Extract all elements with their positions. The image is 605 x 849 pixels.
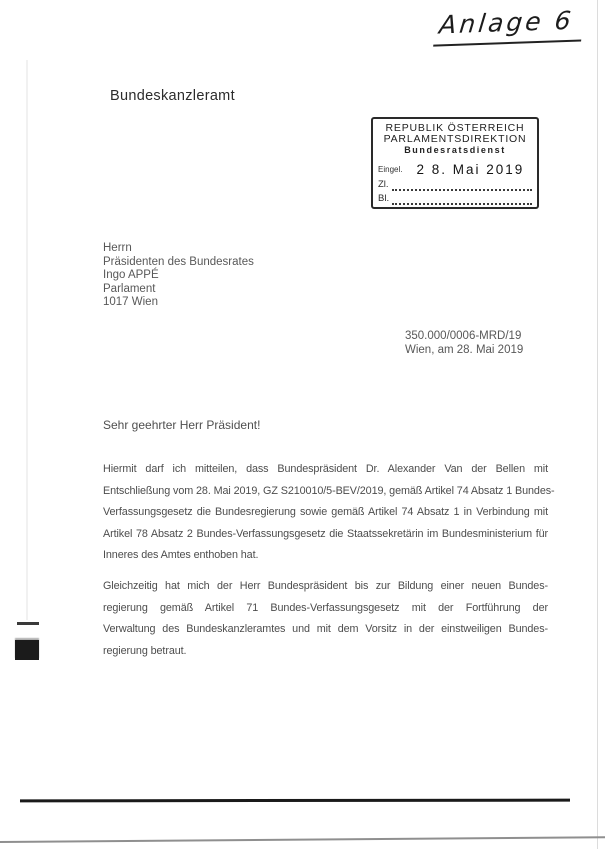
reference-block: [405, 329, 523, 357]
reference-number: 350.000/0006-MRD/19: [405, 330, 522, 342]
recipient-line: Herrn: [103, 242, 132, 254]
recipient-line: Ingo APPÉ: [103, 269, 159, 281]
scan-edge-line: [597, 0, 598, 849]
recipient-line: Präsidenten des Bundesrates: [103, 255, 254, 268]
stamp-line-bundesratsdienst: Bundesratsdienst: [404, 145, 506, 155]
scan-artifact-block: [15, 640, 39, 660]
stamp-line-republik: REPUBLIK ÖSTERREICH: [385, 122, 525, 134]
stamp-bl-dotted-line: [392, 194, 532, 205]
letterhead: [100, 88, 235, 104]
body-line: Verfassungsgesetz die Bundesregierung sowie gemäß Artikel 74 Absatz 1 in Verbindung mit: [103, 506, 548, 518]
scan-smudge: [26, 60, 28, 620]
recipient-line: 1017 Wien: [103, 296, 158, 308]
stamp-zl-label: Zl.: [378, 179, 389, 190]
scan-artifact-bottom-black-line: [20, 799, 570, 802]
body-line: regierung gemäß Artikel 71 Bundes-Verfassungsgesetz mit der Fortführung der: [103, 601, 548, 614]
body-paragraph-2: [103, 576, 548, 662]
body-line: Verwaltung des Bundeskanzleramtes und mit dem Vorsitz in der einstweiligen Bundes-: [103, 623, 548, 635]
body-line: Hiermit darf ich mitteilen, dass Bundespräsident Dr. Alexander Van der Bellen mit: [103, 463, 548, 475]
receipt-stamp: [371, 117, 539, 209]
body-line: Gleichzeitig hat mich der Herr Bundespräsident bis zur Bildung einer neuen Bundes-: [103, 580, 548, 592]
recipient-address: [103, 242, 254, 310]
body-paragraph-1: [103, 459, 555, 567]
handwritten-annotation: Anlage 6: [433, 5, 585, 46]
body-line: regierung betraut.: [103, 644, 187, 657]
stamp-received-label: Eingel.: [378, 165, 403, 174]
organization-name: Bundeskanzleramt: [110, 88, 235, 104]
stamp-zl-dotted-line: [392, 180, 532, 191]
stamp-bl-row: [378, 193, 532, 205]
stamp-received-date: 2 8. Mai 2019: [416, 162, 525, 177]
body-line: Inneres des Amtes enthoben hat.: [103, 549, 259, 561]
recipient-line: Parlament: [103, 282, 156, 295]
stamp-received-row: [378, 162, 532, 177]
body-line: Entschließung vom 28. Mai 2019, GZ S210010/5-BEV/2019, gemäß Artikel 74 Absatz 1 Bundes-: [103, 484, 555, 497]
stamp-bl-label: Bl.: [378, 193, 390, 204]
scan-artifact-bottom-gray-line: [0, 836, 605, 843]
salutation: Sehr geehrter Herr Präsident!: [103, 418, 261, 432]
body-line: Artikel 78 Absatz 2 Bundes-Verfassungsgesetz die Staatssekretärin im Bundesministerium für: [103, 527, 548, 540]
scan-artifact-dash: [17, 622, 39, 625]
stamp-zl-row: [378, 179, 532, 191]
place-and-date: Wien, am 28. Mai 2019: [405, 344, 524, 356]
stamp-line-parlamentsdirektion: PARLAMENTSDIREKTION: [383, 133, 527, 145]
